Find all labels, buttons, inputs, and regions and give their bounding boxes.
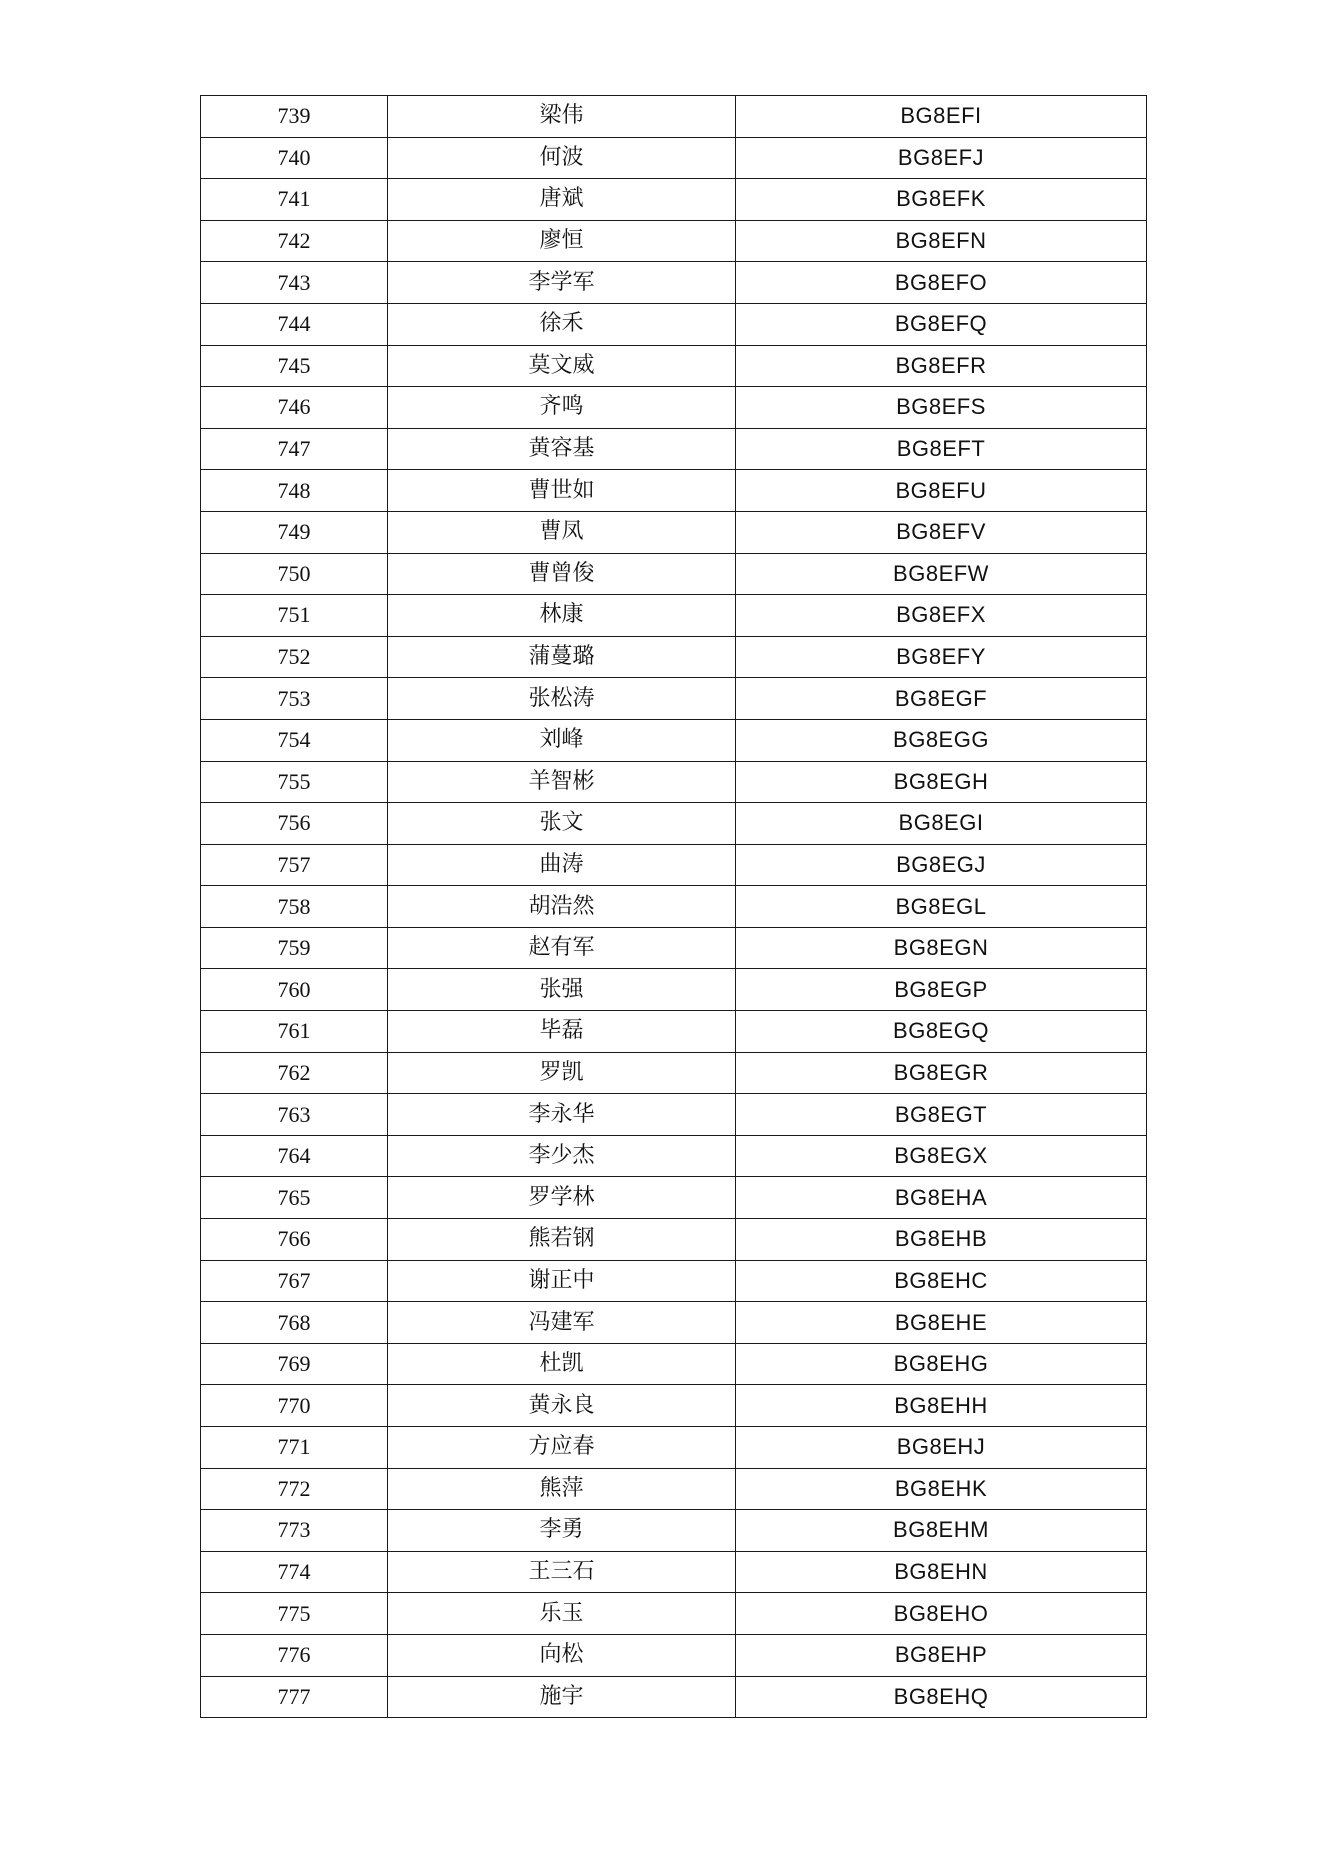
- table-row: [201, 1219, 1147, 1261]
- name-cell: 罗凯: [388, 1052, 736, 1094]
- row-number-cell: 776: [201, 1634, 388, 1676]
- callsign-cell: BG8EFW: [736, 553, 1147, 595]
- row-number-cell: 743: [201, 262, 388, 304]
- name-cell: 方应春: [388, 1427, 736, 1469]
- row-number-cell: 761: [201, 1011, 388, 1053]
- row-number-cell: 760: [201, 969, 388, 1011]
- row-number-cell: 762: [201, 1052, 388, 1094]
- name-cell: 齐鸣: [388, 387, 736, 429]
- callsign-cell: BG8EFT: [736, 428, 1147, 470]
- callsign-cell: BG8EGP: [736, 969, 1147, 1011]
- callsign-cell: BG8EFY: [736, 636, 1147, 678]
- table-row: [201, 927, 1147, 969]
- name-cell: 张文: [388, 803, 736, 845]
- row-number-cell: 748: [201, 470, 388, 512]
- row-number-cell: 772: [201, 1468, 388, 1510]
- callsign-cell: BG8EHC: [736, 1260, 1147, 1302]
- name-cell: 罗学林: [388, 1177, 736, 1219]
- row-number-cell: 777: [201, 1676, 388, 1718]
- name-cell: 廖恒: [388, 220, 736, 262]
- name-cell: 向松: [388, 1634, 736, 1676]
- name-cell: 曲涛: [388, 844, 736, 886]
- table-row: [201, 220, 1147, 262]
- name-cell: 黄永良: [388, 1385, 736, 1427]
- name-cell: 曹曾俊: [388, 553, 736, 595]
- table-row: [201, 262, 1147, 304]
- roster-table: [200, 95, 1147, 1718]
- callsign-cell: BG8EGH: [736, 761, 1147, 803]
- table-row: [201, 1177, 1147, 1219]
- table-row: [201, 969, 1147, 1011]
- table-row: [201, 511, 1147, 553]
- name-cell: 冯建军: [388, 1302, 736, 1344]
- row-number-cell: 758: [201, 886, 388, 928]
- row-number-cell: 754: [201, 719, 388, 761]
- table-row: [201, 428, 1147, 470]
- row-number-cell: 773: [201, 1510, 388, 1552]
- row-number-cell: 755: [201, 761, 388, 803]
- row-number-cell: 741: [201, 179, 388, 221]
- callsign-cell: BG8EFQ: [736, 303, 1147, 345]
- table-row: [201, 553, 1147, 595]
- table-row: [201, 1510, 1147, 1552]
- callsign-cell: BG8EHE: [736, 1302, 1147, 1344]
- callsign-cell: BG8EHK: [736, 1468, 1147, 1510]
- callsign-cell: BG8EGT: [736, 1094, 1147, 1136]
- name-cell: 胡浩然: [388, 886, 736, 928]
- row-number-cell: 771: [201, 1427, 388, 1469]
- table-row: [201, 1551, 1147, 1593]
- callsign-cell: BG8EGJ: [736, 844, 1147, 886]
- row-number-cell: 742: [201, 220, 388, 262]
- callsign-cell: BG8EHB: [736, 1219, 1147, 1261]
- callsign-cell: BG8EHN: [736, 1551, 1147, 1593]
- callsign-cell: BG8EGN: [736, 927, 1147, 969]
- name-cell: 张强: [388, 969, 736, 1011]
- table-row: [201, 595, 1147, 637]
- name-cell: 莫文威: [388, 345, 736, 387]
- callsign-cell: BG8EFV: [736, 511, 1147, 553]
- callsign-cell: BG8EHA: [736, 1177, 1147, 1219]
- table-row: [201, 761, 1147, 803]
- name-cell: 黄容基: [388, 428, 736, 470]
- row-number-cell: 751: [201, 595, 388, 637]
- table-row: [201, 470, 1147, 512]
- name-cell: 刘峰: [388, 719, 736, 761]
- row-number-cell: 770: [201, 1385, 388, 1427]
- callsign-cell: BG8EFN: [736, 220, 1147, 262]
- callsign-cell: BG8EFS: [736, 387, 1147, 429]
- row-number-cell: 750: [201, 553, 388, 595]
- name-cell: 熊萍: [388, 1468, 736, 1510]
- callsign-cell: BG8EFO: [736, 262, 1147, 304]
- name-cell: 施宇: [388, 1676, 736, 1718]
- callsign-cell: BG8EFX: [736, 595, 1147, 637]
- row-number-cell: 753: [201, 678, 388, 720]
- callsign-cell: BG8EGG: [736, 719, 1147, 761]
- row-number-cell: 756: [201, 803, 388, 845]
- callsign-cell: BG8EHQ: [736, 1676, 1147, 1718]
- callsign-cell: BG8EFK: [736, 179, 1147, 221]
- table-row: [201, 1676, 1147, 1718]
- table-row: [201, 678, 1147, 720]
- table-row: [201, 636, 1147, 678]
- table-row: [201, 1593, 1147, 1635]
- table-row: [201, 387, 1147, 429]
- table-row: [201, 137, 1147, 179]
- table-row: [201, 886, 1147, 928]
- name-cell: 何波: [388, 137, 736, 179]
- callsign-cell: BG8EHP: [736, 1634, 1147, 1676]
- row-number-cell: 747: [201, 428, 388, 470]
- table-row: [201, 1260, 1147, 1302]
- name-cell: 唐斌: [388, 179, 736, 221]
- name-cell: 李学军: [388, 262, 736, 304]
- name-cell: 李少杰: [388, 1135, 736, 1177]
- callsign-cell: BG8EFJ: [736, 137, 1147, 179]
- name-cell: 乐玉: [388, 1593, 736, 1635]
- row-number-cell: 745: [201, 345, 388, 387]
- row-number-cell: 769: [201, 1343, 388, 1385]
- table-row: [201, 1427, 1147, 1469]
- name-cell: 林康: [388, 595, 736, 637]
- row-number-cell: 744: [201, 303, 388, 345]
- callsign-cell: BG8EGL: [736, 886, 1147, 928]
- name-cell: 张松涛: [388, 678, 736, 720]
- callsign-cell: BG8EFI: [736, 96, 1147, 138]
- name-cell: 杜凯: [388, 1343, 736, 1385]
- table-row: [201, 1385, 1147, 1427]
- row-number-cell: 774: [201, 1551, 388, 1593]
- name-cell: 赵有军: [388, 927, 736, 969]
- row-number-cell: 746: [201, 387, 388, 429]
- callsign-cell: BG8EHG: [736, 1343, 1147, 1385]
- table-row: [201, 1302, 1147, 1344]
- table-row: [201, 1011, 1147, 1053]
- name-cell: 蒲蔓璐: [388, 636, 736, 678]
- table-row: [201, 303, 1147, 345]
- name-cell: 王三石: [388, 1551, 736, 1593]
- row-number-cell: 757: [201, 844, 388, 886]
- row-number-cell: 764: [201, 1135, 388, 1177]
- table-row: [201, 179, 1147, 221]
- callsign-cell: BG8EFU: [736, 470, 1147, 512]
- row-number-cell: 775: [201, 1593, 388, 1635]
- table-row: [201, 1343, 1147, 1385]
- roster-table-body: [201, 96, 1147, 1718]
- table-row: [201, 1468, 1147, 1510]
- name-cell: 谢正中: [388, 1260, 736, 1302]
- name-cell: 李永华: [388, 1094, 736, 1136]
- name-cell: 毕磊: [388, 1011, 736, 1053]
- callsign-cell: BG8EGX: [736, 1135, 1147, 1177]
- name-cell: 李勇: [388, 1510, 736, 1552]
- table-row: [201, 803, 1147, 845]
- callsign-cell: BG8EHO: [736, 1593, 1147, 1635]
- name-cell: 梁伟: [388, 96, 736, 138]
- callsign-cell: BG8EGI: [736, 803, 1147, 845]
- name-cell: 徐禾: [388, 303, 736, 345]
- row-number-cell: 768: [201, 1302, 388, 1344]
- table-row: [201, 844, 1147, 886]
- table-row: [201, 345, 1147, 387]
- table-row: [201, 96, 1147, 138]
- table-row: [201, 719, 1147, 761]
- row-number-cell: 763: [201, 1094, 388, 1136]
- table-row: [201, 1094, 1147, 1136]
- table-row: [201, 1634, 1147, 1676]
- callsign-cell: BG8EGQ: [736, 1011, 1147, 1053]
- name-cell: 曹世如: [388, 470, 736, 512]
- table-row: [201, 1135, 1147, 1177]
- row-number-cell: 740: [201, 137, 388, 179]
- name-cell: 羊智彬: [388, 761, 736, 803]
- callsign-cell: BG8EHH: [736, 1385, 1147, 1427]
- name-cell: 熊若钢: [388, 1219, 736, 1261]
- row-number-cell: 752: [201, 636, 388, 678]
- callsign-cell: BG8EGF: [736, 678, 1147, 720]
- callsign-cell: BG8EHM: [736, 1510, 1147, 1552]
- row-number-cell: 765: [201, 1177, 388, 1219]
- table-row: [201, 1052, 1147, 1094]
- row-number-cell: 749: [201, 511, 388, 553]
- row-number-cell: 739: [201, 96, 388, 138]
- row-number-cell: 766: [201, 1219, 388, 1261]
- callsign-cell: BG8EHJ: [736, 1427, 1147, 1469]
- row-number-cell: 759: [201, 927, 388, 969]
- row-number-cell: 767: [201, 1260, 388, 1302]
- name-cell: 曹凤: [388, 511, 736, 553]
- callsign-cell: BG8EFR: [736, 345, 1147, 387]
- callsign-cell: BG8EGR: [736, 1052, 1147, 1094]
